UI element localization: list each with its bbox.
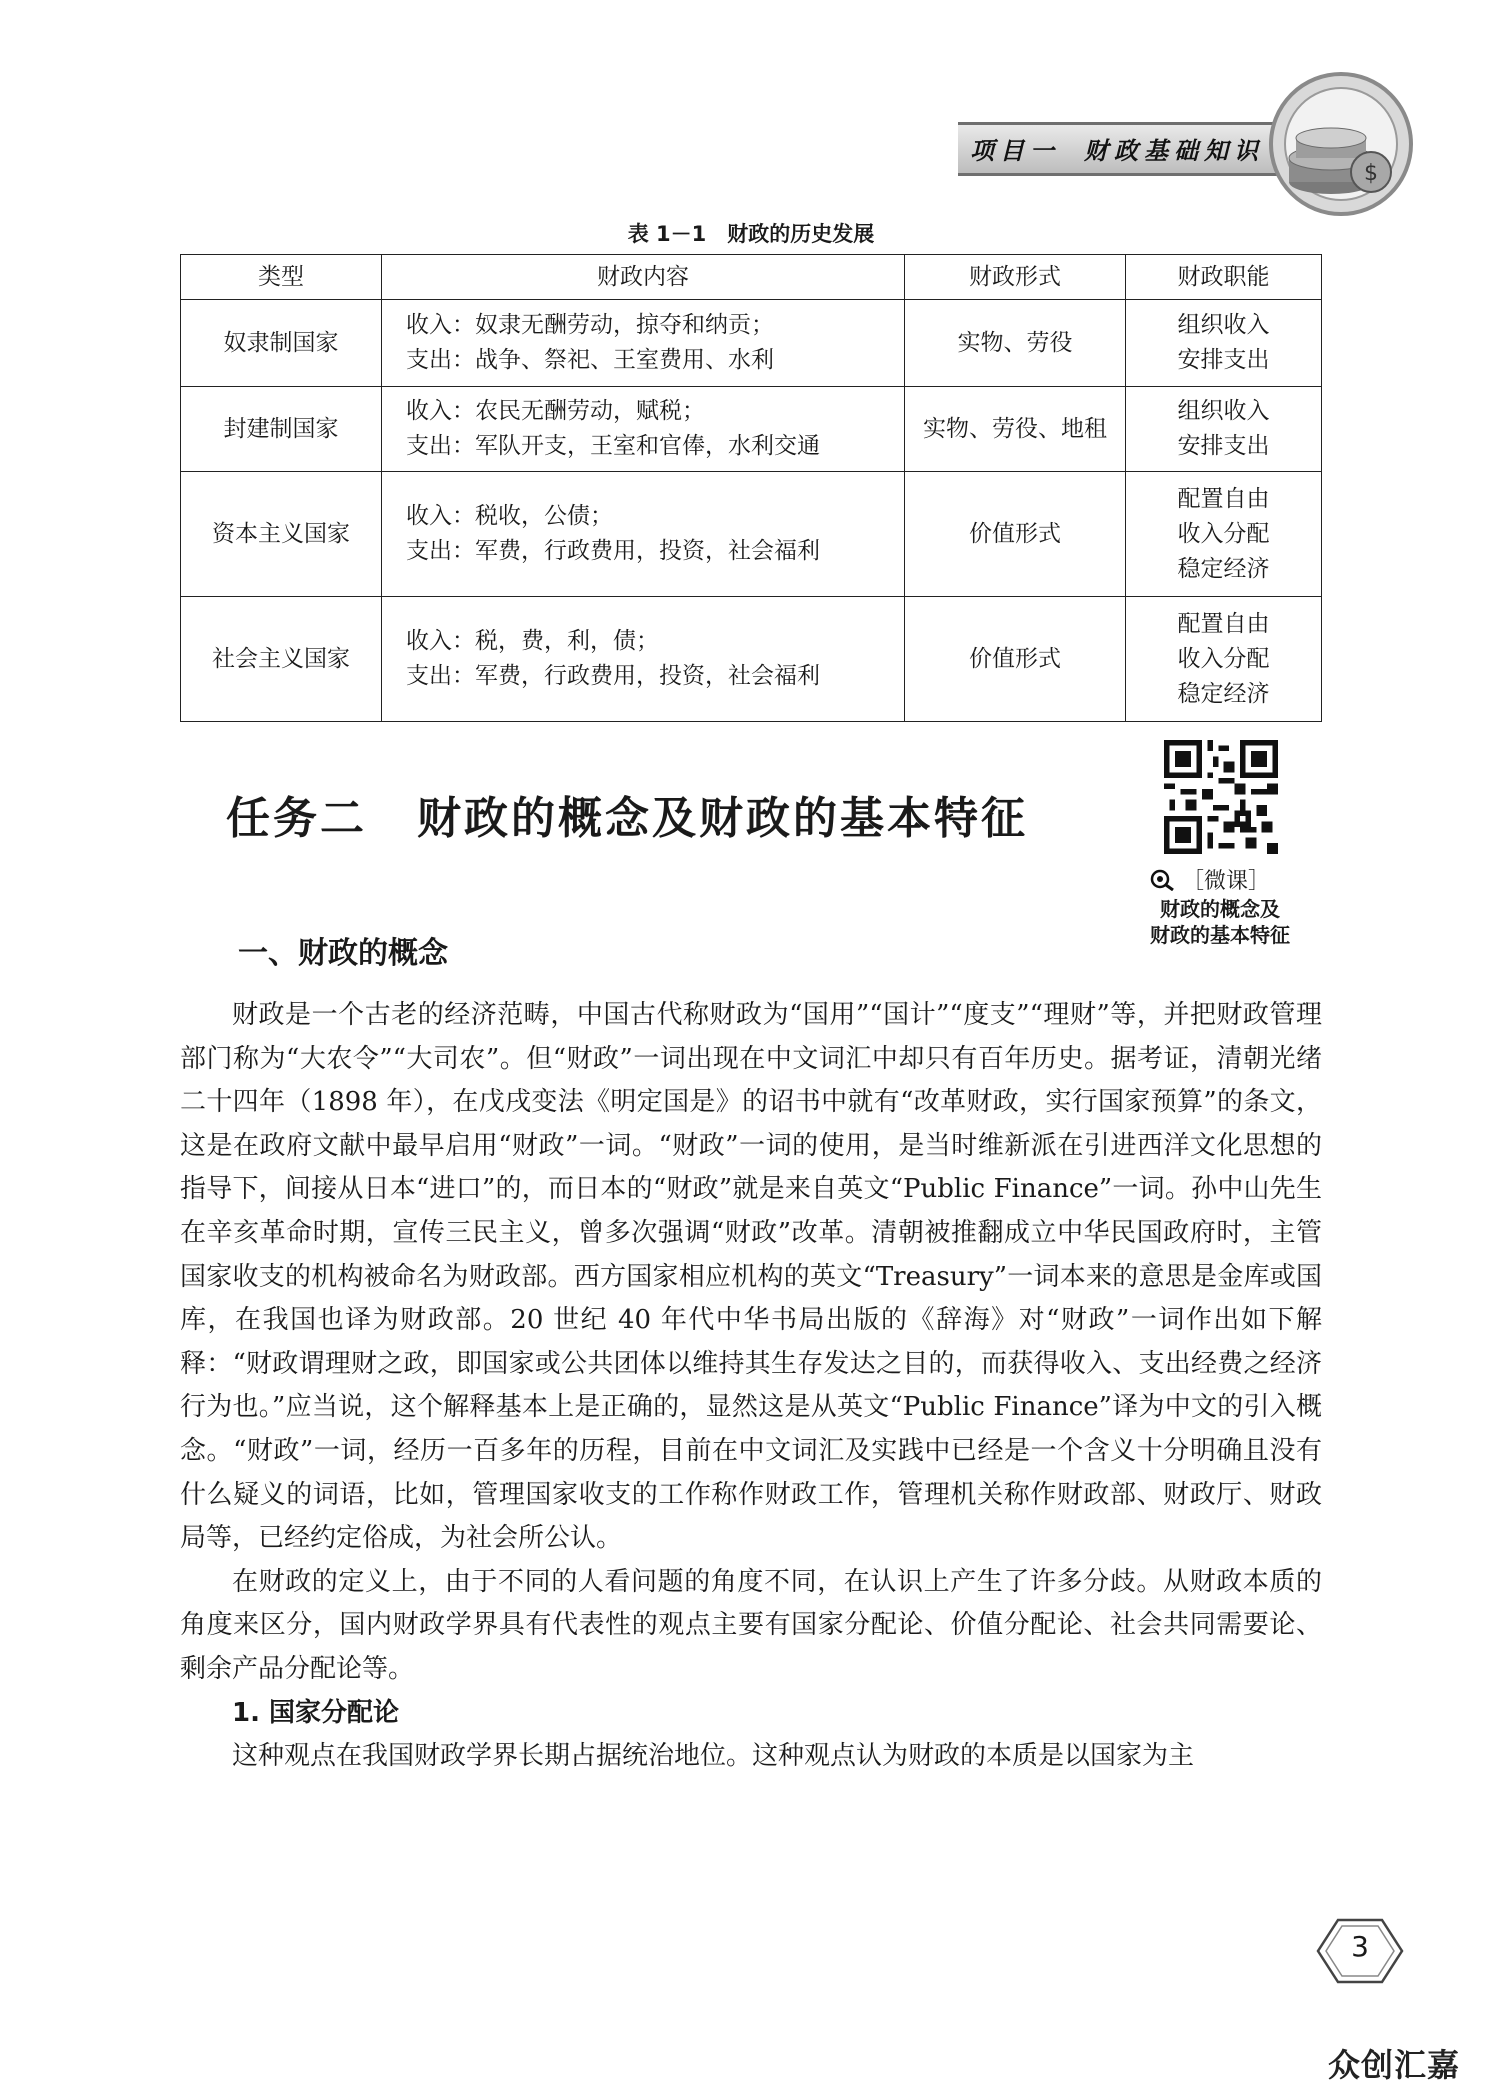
header-chapter: 财政基础知识 <box>1084 137 1264 165</box>
qr-caption <box>1120 896 1320 948</box>
function-line: 组织收入 <box>1177 312 1270 338</box>
table-header-row <box>181 255 1322 300</box>
function-line: 收入分配 <box>1177 645 1270 672</box>
column-header: 财政内容 <box>382 255 905 300</box>
cell-form: 价值形式 <box>905 597 1126 722</box>
cell-content <box>382 472 905 597</box>
paragraph: 在财政的定义上，由于不同的人看问题的角度不同，在认识上产生了许多分歧。从财政本质的角度来区分，国内财政学界具有代表性的观点主要有国家分配论、价值分配论、社会共同需要论、剩余产品分配论等。 <box>180 1566 1322 1684</box>
content-line: 支出：军队开支，王室和官俸，水利交通 <box>406 433 820 459</box>
paragraph: 财政是一个古老的经济范畴，中国古代称财政为“国用”“国计”“度支”“理财”等，并把财政管理部门称为“大农令”“大司农”。但“财政”一词出现在中文词汇中却只有百年历史。据考证，清朝光绪二十四年（1898 年），在戊戌变法《明定国是》的诏书中就有“改革财政，实行国家预算”的条文，这是在政府文献中最早启用“财政”一词。“财政”一词的使用，是当时维新派在引进西洋文化思想的指导下，间接从日本“进口”的，而日本的“财政”就是来自英文“Public Finance”一词。孙中山先生在辛亥革命时期，宣传三民主义，曾多次强调“财政”改革。清朝被推翻成立中华民国政府时，主管国家收支的机构被命名为财政部。西方国家相应机构的英文“Treasury”一词本来的意思是金库或国库，在我国也译为财政部。20 世纪 40 年代中华书局出版的《辞海》对“财政”一词作出如下解释：“财政谓理财之政，即国家或公共团体以维持其生存发达之目的，而获得收入、支出经费之经济行为也。”应当说，这个解释基本上是正确的，显然这是从英文“Public Finance”译为中文的引入概念。“财政”一词，经历一百多年的历程，目前在中文词汇及实践中已经是一个含义十分明确且没有什么疑义的词语，比如，管理国家收支的工作称作财政工作，管理机关称作财政部、财政厅、财政局等，已经约定俗成，为社会所公认。 <box>180 1000 1322 1554</box>
function-line: 配置自由 <box>1177 485 1270 512</box>
function-line: 收入分配 <box>1177 520 1270 547</box>
table-row <box>181 472 1322 597</box>
content-line: 收入：税收，公债； <box>406 503 613 529</box>
page-number: 3 <box>1351 1930 1369 1963</box>
column-header: 财政形式 <box>905 255 1126 300</box>
header-project: 项目一 <box>970 137 1060 165</box>
watermark: 众创汇嘉 <box>1328 2046 1461 2084</box>
cell-form: 价值形式 <box>905 472 1126 597</box>
table-row <box>181 597 1322 722</box>
content-line: 收入：税，费，利，债； <box>406 628 659 654</box>
qr-code-icon[interactable] <box>1164 740 1278 854</box>
micro-lesson-label: ［微课］ <box>1182 869 1271 894</box>
qr-caption-line: 财政的概念及 <box>1160 897 1280 921</box>
table-caption: 表 1－1 财政的历史发展 <box>627 222 875 246</box>
task-heading: 财政的概念及财政的基本特征 <box>417 793 1028 844</box>
magnifier-icon <box>1150 869 1176 891</box>
cell-type: 资本主义国家 <box>181 472 382 597</box>
function-line: 配置自由 <box>1177 610 1270 637</box>
coin-stack-icon <box>1246 62 1416 222</box>
micro-lesson-tag <box>1150 864 1270 895</box>
function-line: 稳定经济 <box>1177 555 1270 582</box>
table-row <box>181 387 1322 472</box>
content-line: 支出：军费，行政费用，投资，社会福利 <box>406 538 820 564</box>
content-line: 支出：军费，行政费用，投资，社会福利 <box>406 663 820 689</box>
cell-type: 社会主义国家 <box>181 597 382 722</box>
function-line: 稳定经济 <box>1177 680 1270 707</box>
cell-content <box>382 597 905 722</box>
content-line: 支出：战争、祭祀、王室费用、水利 <box>406 347 774 373</box>
function-line: 组织收入 <box>1177 398 1270 424</box>
function-line: 安排支出 <box>1177 433 1270 459</box>
cell-content <box>382 300 905 387</box>
column-header: 财政职能 <box>1126 255 1322 300</box>
cell-form: 实物、劳役、地租 <box>905 387 1126 472</box>
task-title <box>226 782 1028 846</box>
cell-content <box>382 387 905 472</box>
cell-functions <box>1126 597 1322 722</box>
section-title: 一、财政的概念 <box>238 936 448 971</box>
paragraph: 这种观点在我国财政学界长期占据统治地位。这种观点认为财政的本质是以国家为主 <box>232 1741 1195 1772</box>
history-table <box>180 254 1322 722</box>
subheading: 1. 国家分配论 <box>232 1697 400 1728</box>
running-header <box>970 131 1270 166</box>
cell-form: 实物、劳役 <box>905 300 1126 387</box>
body-text <box>180 994 1322 1779</box>
cell-functions <box>1126 387 1322 472</box>
content-line: 收入：奴隶无酬劳动，掠夺和纳贡； <box>406 312 774 338</box>
cell-functions <box>1126 472 1322 597</box>
svg-text:$: $ <box>1364 161 1378 186</box>
cell-type: 奴隶制国家 <box>181 300 382 387</box>
qr-caption-line: 财政的基本特征 <box>1150 923 1290 947</box>
column-header: 类型 <box>181 255 382 300</box>
task-number: 任务二 <box>226 793 367 844</box>
table-row <box>181 300 1322 387</box>
cell-functions <box>1126 300 1322 387</box>
function-line: 安排支出 <box>1177 347 1270 373</box>
content-line: 收入：农民无酬劳动，赋税； <box>406 398 705 424</box>
cell-type: 封建制国家 <box>181 387 382 472</box>
